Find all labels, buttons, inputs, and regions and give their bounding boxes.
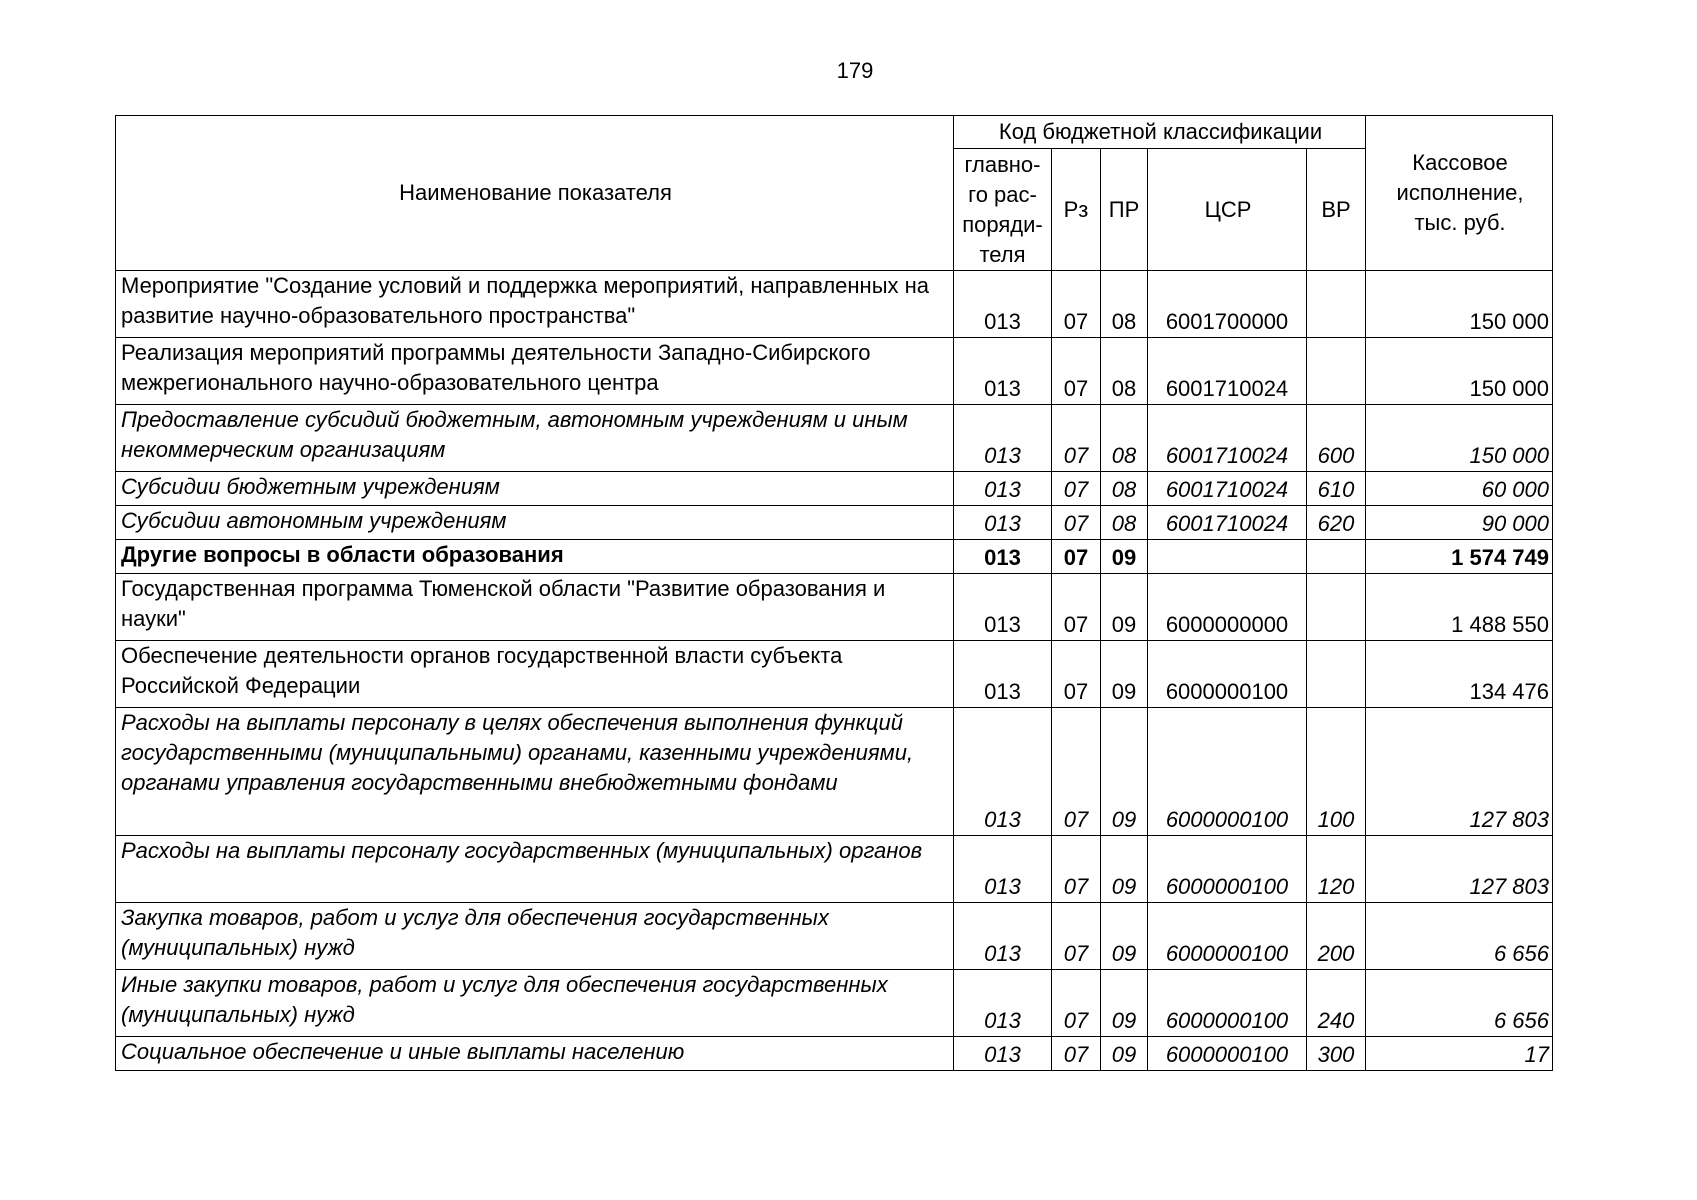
- table-row: [116, 708, 1553, 836]
- row-name-cell: Предоставление субсидий бюджетным, автономным учреждениям и иным некоммерческим организациям: [116, 405, 954, 472]
- row-name-cell: Мероприятие "Создание условий и поддержка мероприятий, направленных на развитие научно-образовательного пространства": [116, 271, 954, 338]
- row-glav-cell: 013: [954, 506, 1052, 540]
- row-amount-cell: 6 656: [1366, 903, 1553, 970]
- table-row: [116, 506, 1553, 540]
- row-amount-cell: 90 000: [1366, 506, 1553, 540]
- row-amount-cell: 150 000: [1366, 271, 1553, 338]
- row-pr-cell: 08: [1101, 405, 1148, 472]
- row-vr-cell: 120: [1307, 836, 1366, 903]
- row-glav-cell: 013: [954, 1037, 1052, 1071]
- table-row: [116, 836, 1553, 903]
- row-vr-cell: [1307, 338, 1366, 405]
- row-glav-cell: 013: [954, 405, 1052, 472]
- row-amount-cell: 127 803: [1366, 708, 1553, 836]
- page-number: 179: [836, 58, 874, 83]
- table-row: [116, 338, 1553, 405]
- header-glav-line: теля: [979, 241, 1026, 267]
- row-rz-cell: 07: [1052, 540, 1101, 574]
- table-row: [116, 472, 1553, 506]
- row-name-cell: Субсидии бюджетным учреждениям: [116, 472, 954, 506]
- header-pr-cell: ПР: [1101, 149, 1148, 271]
- row-rz-cell: 07: [1052, 1037, 1101, 1071]
- row-pr-cell: 09: [1101, 574, 1148, 641]
- row-rz-cell: 07: [1052, 836, 1101, 903]
- row-pr-cell: 09: [1101, 970, 1148, 1037]
- row-csr-cell: 6000000000: [1148, 574, 1307, 641]
- row-csr-cell: 6000000100: [1148, 903, 1307, 970]
- row-pr-cell: 09: [1101, 641, 1148, 708]
- header-glav-cell: [954, 149, 1052, 271]
- table-row: [116, 970, 1553, 1037]
- row-csr-cell: 6001710024: [1148, 405, 1307, 472]
- row-name-cell: Расходы на выплаты персоналу в целях обеспечения выполнения функций государственными (муниципальными) органами, казенными учреждениями, органами управления государственными внебюджетными фондами: [116, 708, 954, 836]
- row-glav-cell: 013: [954, 574, 1052, 641]
- table-row: [116, 405, 1553, 472]
- row-rz-cell: 07: [1052, 405, 1101, 472]
- row-name-cell: Социальное обеспечение и иные выплаты населению: [116, 1037, 954, 1071]
- header-rz-cell: Рз: [1052, 149, 1101, 271]
- row-csr-cell: 6000000100: [1148, 970, 1307, 1037]
- row-csr-cell: 6000000100: [1148, 836, 1307, 903]
- row-vr-cell: [1307, 574, 1366, 641]
- row-csr-cell: 6000000100: [1148, 641, 1307, 708]
- row-csr-cell: 6001710024: [1148, 506, 1307, 540]
- row-amount-cell: 17: [1366, 1037, 1553, 1071]
- table-row: [116, 1037, 1553, 1071]
- row-amount-cell: 150 000: [1366, 338, 1553, 405]
- row-csr-cell: 6000000100: [1148, 1037, 1307, 1071]
- table-row: [116, 641, 1553, 708]
- row-name-cell: Закупка товаров, работ и услуг для обеспечения государственных (муниципальных) нужд: [116, 903, 954, 970]
- header-csr-cell: ЦСР: [1148, 149, 1307, 271]
- row-pr-cell: 08: [1101, 472, 1148, 506]
- row-vr-cell: 600: [1307, 405, 1366, 472]
- row-glav-cell: 013: [954, 641, 1052, 708]
- row-glav-cell: 013: [954, 708, 1052, 836]
- row-csr-cell: 6001710024: [1148, 338, 1307, 405]
- row-vr-cell: [1307, 641, 1366, 708]
- row-glav-cell: 013: [954, 271, 1052, 338]
- row-rz-cell: 07: [1052, 708, 1101, 836]
- row-amount-cell: 60 000: [1366, 472, 1553, 506]
- row-amount-cell: 6 656: [1366, 970, 1553, 1037]
- row-name-cell: Субсидии автономным учреждениям: [116, 506, 954, 540]
- row-amount-cell: 134 476: [1366, 641, 1553, 708]
- row-vr-cell: [1307, 271, 1366, 338]
- row-vr-cell: 300: [1307, 1037, 1366, 1071]
- row-csr-cell: 6001700000: [1148, 271, 1307, 338]
- row-name-cell: Обеспечение деятельности органов государственной власти субъекта Российской Федерации: [116, 641, 954, 708]
- header-row-1: [116, 116, 1553, 149]
- row-glav-cell: 013: [954, 472, 1052, 506]
- row-glav-cell: 013: [954, 836, 1052, 903]
- header-vr-cell: ВР: [1307, 149, 1366, 271]
- table-row: [116, 574, 1553, 641]
- row-glav-cell: 013: [954, 338, 1052, 405]
- header-kbk-cell: Код бюджетной классификации: [954, 116, 1366, 149]
- row-name-cell: Другие вопросы в области образования: [116, 540, 954, 574]
- row-amount-cell: 150 000: [1366, 405, 1553, 472]
- row-rz-cell: 07: [1052, 641, 1101, 708]
- row-vr-cell: 200: [1307, 903, 1366, 970]
- header-amount-line: Кассовое: [1412, 150, 1508, 175]
- row-rz-cell: 07: [1052, 338, 1101, 405]
- row-amount-cell: 127 803: [1366, 836, 1553, 903]
- row-name-cell: Расходы на выплаты персоналу государственных (муниципальных) органов: [116, 836, 954, 903]
- header-glav-line: главно-: [964, 151, 1041, 177]
- row-name-cell: Иные закупки товаров, работ и услуг для обеспечения государственных (муниципальных) нужд: [116, 970, 954, 1037]
- row-pr-cell: 08: [1101, 338, 1148, 405]
- row-rz-cell: 07: [1052, 574, 1101, 641]
- budget-table: [115, 115, 1553, 1071]
- header-amount-cell: [1366, 116, 1553, 271]
- row-name-cell: Государственная программа Тюменской области "Развитие образования и науки": [116, 574, 954, 641]
- row-csr-cell: [1148, 540, 1307, 574]
- row-glav-cell: 013: [954, 970, 1052, 1037]
- row-pr-cell: 09: [1101, 540, 1148, 574]
- row-vr-cell: 610: [1307, 472, 1366, 506]
- row-pr-cell: 08: [1101, 271, 1148, 338]
- row-glav-cell: 013: [954, 903, 1052, 970]
- row-pr-cell: 09: [1101, 1037, 1148, 1071]
- row-rz-cell: 07: [1052, 472, 1101, 506]
- row-amount-cell: 1 488 550: [1366, 574, 1553, 641]
- row-name-cell: Реализация мероприятий программы деятельности Западно-Сибирского межрегионального научно-образовательного центра: [116, 338, 954, 405]
- row-csr-cell: 6001710024: [1148, 472, 1307, 506]
- table-body: [116, 116, 1553, 1071]
- row-glav-cell: 013: [954, 540, 1052, 574]
- row-rz-cell: 07: [1052, 506, 1101, 540]
- table-row: [116, 271, 1553, 338]
- row-vr-cell: 240: [1307, 970, 1366, 1037]
- header-amount-line: исполнение,: [1396, 180, 1524, 205]
- table-row: [116, 540, 1553, 574]
- row-vr-cell: 620: [1307, 506, 1366, 540]
- header-name-cell: Наименование показателя: [116, 116, 954, 271]
- row-amount-cell: 1 574 749: [1366, 540, 1553, 574]
- table-row: [116, 903, 1553, 970]
- row-vr-cell: 100: [1307, 708, 1366, 836]
- row-pr-cell: 08: [1101, 506, 1148, 540]
- header-glav-line: го рас-: [968, 181, 1037, 207]
- header-glav-line: поряди-: [962, 211, 1043, 237]
- row-rz-cell: 07: [1052, 970, 1101, 1037]
- row-rz-cell: 07: [1052, 903, 1101, 970]
- row-rz-cell: 07: [1052, 271, 1101, 338]
- row-pr-cell: 09: [1101, 903, 1148, 970]
- row-vr-cell: [1307, 540, 1366, 574]
- header-amount-line: тыс. руб.: [1414, 210, 1506, 235]
- row-pr-cell: 09: [1101, 708, 1148, 836]
- row-pr-cell: 09: [1101, 836, 1148, 903]
- row-csr-cell: 6000000100: [1148, 708, 1307, 836]
